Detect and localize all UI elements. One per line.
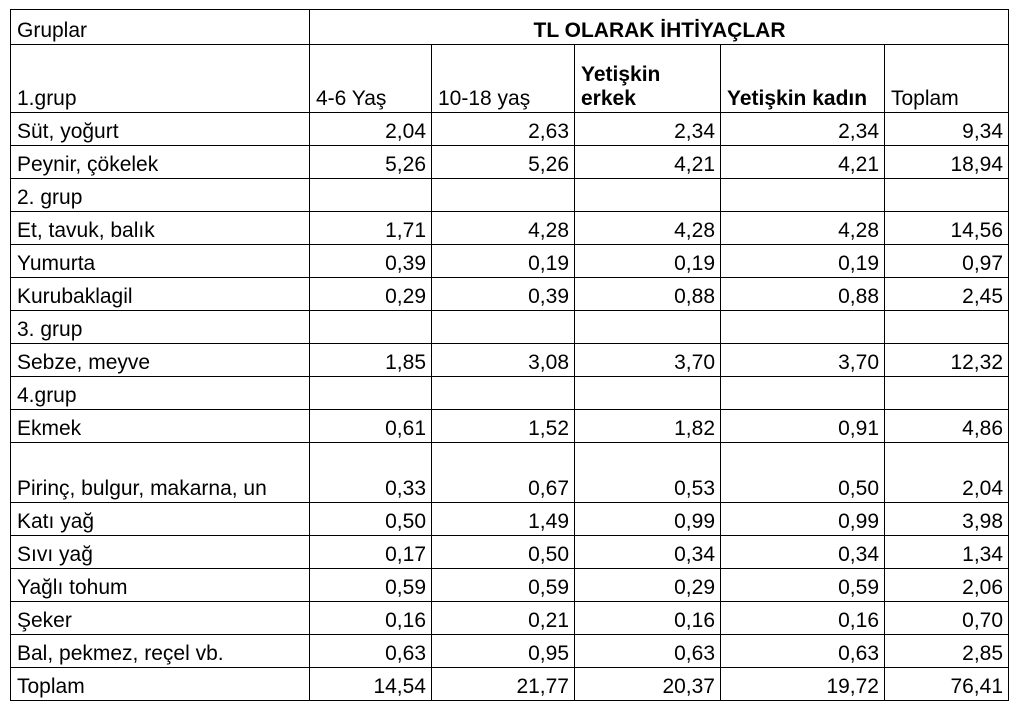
value-cell: 2,45: [885, 278, 1009, 311]
value-cell: 3,08: [432, 344, 575, 377]
value-cell: 2,06: [885, 569, 1009, 602]
table-row: [11, 146, 1009, 179]
value-cell: 1,71: [310, 212, 432, 245]
value-cell: 1,85: [310, 344, 432, 377]
value-cell: 2,63: [432, 113, 575, 146]
table-row: [11, 503, 1009, 536]
value-cell: 4,28: [432, 212, 575, 245]
value-cell: 5,26: [310, 146, 432, 179]
value-cell: 0,16: [575, 602, 721, 635]
value-cell: 0,29: [310, 278, 432, 311]
row-label: Et, tavuk, balık: [11, 212, 310, 245]
row-label: Yumurta: [11, 245, 310, 278]
table-row: [11, 377, 1009, 410]
row-label: Sebze, meyve: [11, 344, 310, 377]
value-cell: 0,50: [310, 503, 432, 536]
value-cell: [575, 311, 721, 344]
value-cell: 76,41: [885, 668, 1009, 701]
value-cell: 18,94: [885, 146, 1009, 179]
value-cell: 2,34: [575, 113, 721, 146]
value-cell: 0,95: [432, 635, 575, 668]
value-cell: 2,04: [310, 113, 432, 146]
value-cell: 3,98: [885, 503, 1009, 536]
table-row: [11, 311, 1009, 344]
row-label: 2. grup: [11, 179, 310, 212]
value-cell: [885, 179, 1009, 212]
row-label: Süt, yoğurt: [11, 113, 310, 146]
value-cell: 0,59: [310, 569, 432, 602]
table-row: [11, 245, 1009, 278]
value-cell: 2,04: [885, 443, 1009, 503]
value-cell: 0,59: [432, 569, 575, 602]
value-cell: 0,91: [721, 410, 885, 443]
value-cell: 2,34: [721, 113, 885, 146]
table-row: [11, 668, 1009, 701]
value-cell: [721, 311, 885, 344]
row-label: Katı yağ: [11, 503, 310, 536]
row-label: Ekmek: [11, 410, 310, 443]
needs-table: [10, 9, 1009, 701]
row-label: Pirinç, bulgur, makarna, un: [11, 443, 310, 503]
table-row: [11, 179, 1009, 212]
value-cell: 20,37: [575, 668, 721, 701]
value-cell: 2,85: [885, 635, 1009, 668]
value-cell: 0,88: [721, 278, 885, 311]
table-title: TL OLARAK İHTİYAÇLAR: [310, 10, 1009, 45]
value-cell: 0,39: [432, 278, 575, 311]
value-cell: 4,21: [575, 146, 721, 179]
value-cell: [432, 311, 575, 344]
value-cell: 4,28: [575, 212, 721, 245]
table-row: [11, 569, 1009, 602]
row-label: Kurubaklagil: [11, 278, 310, 311]
value-cell: 0,50: [432, 536, 575, 569]
col-header-4-6: 4-6 Yaş: [310, 45, 432, 113]
value-cell: 0,53: [575, 443, 721, 503]
row-label: 4.grup: [11, 377, 310, 410]
value-cell: 3,70: [721, 344, 885, 377]
row-label: Şeker: [11, 602, 310, 635]
value-cell: [575, 179, 721, 212]
value-cell: 0,21: [432, 602, 575, 635]
col-header-10-18: 10-18 yaş: [432, 45, 575, 113]
value-cell: [432, 377, 575, 410]
value-cell: 0,63: [721, 635, 885, 668]
value-cell: [575, 377, 721, 410]
value-cell: 14,56: [885, 212, 1009, 245]
value-cell: 0,50: [721, 443, 885, 503]
value-cell: 21,77: [432, 668, 575, 701]
row-label: Yağlı tohum: [11, 569, 310, 602]
value-cell: 0,33: [310, 443, 432, 503]
value-cell: [721, 377, 885, 410]
value-cell: 0,61: [310, 410, 432, 443]
table-row: [11, 278, 1009, 311]
value-cell: 0,16: [721, 602, 885, 635]
table-row: [11, 602, 1009, 635]
table-row: [11, 410, 1009, 443]
row-label: 3. grup: [11, 311, 310, 344]
value-cell: 1,49: [432, 503, 575, 536]
col-header-adult-female: Yetişkin kadın: [721, 45, 885, 113]
value-cell: 9,34: [885, 113, 1009, 146]
groups-header: Gruplar: [11, 10, 310, 45]
title-row: [11, 10, 1009, 45]
value-cell: 1,34: [885, 536, 1009, 569]
row-label: Peynir, çökelek: [11, 146, 310, 179]
value-cell: 4,28: [721, 212, 885, 245]
value-cell: 0,19: [721, 245, 885, 278]
value-cell: 0,70: [885, 602, 1009, 635]
value-cell: 0,39: [310, 245, 432, 278]
value-cell: 0,19: [432, 245, 575, 278]
value-cell: 0,88: [575, 278, 721, 311]
value-cell: 1,82: [575, 410, 721, 443]
value-cell: [310, 377, 432, 410]
value-cell: 1,52: [432, 410, 575, 443]
col-header-total: Toplam: [885, 45, 1009, 113]
value-cell: 0,34: [721, 536, 885, 569]
value-cell: 0,29: [575, 569, 721, 602]
value-cell: 0,59: [721, 569, 885, 602]
value-cell: 14,54: [310, 668, 432, 701]
value-cell: 0,34: [575, 536, 721, 569]
value-cell: [721, 179, 885, 212]
row-label: Toplam: [11, 668, 310, 701]
value-cell: [310, 179, 432, 212]
value-cell: 4,21: [721, 146, 885, 179]
value-cell: 0,67: [432, 443, 575, 503]
row-label: Bal, pekmez, reçel vb.: [11, 635, 310, 668]
value-cell: [885, 311, 1009, 344]
value-cell: 0,19: [575, 245, 721, 278]
column-header-row: [11, 45, 1009, 113]
value-cell: 12,32: [885, 344, 1009, 377]
table-row: [11, 536, 1009, 569]
table-row: [11, 443, 1009, 503]
value-cell: 0,99: [721, 503, 885, 536]
value-cell: 0,99: [575, 503, 721, 536]
table-row: [11, 113, 1009, 146]
table-row: [11, 212, 1009, 245]
row-label: Sıvı yağ: [11, 536, 310, 569]
col-header-adult-male: Yetişkin erkek: [575, 45, 721, 113]
value-cell: [310, 311, 432, 344]
value-cell: 0,16: [310, 602, 432, 635]
value-cell: [432, 179, 575, 212]
value-cell: 0,63: [310, 635, 432, 668]
value-cell: 4,86: [885, 410, 1009, 443]
value-cell: 0,97: [885, 245, 1009, 278]
first-group-label: 1.grup: [11, 45, 310, 113]
value-cell: [885, 377, 1009, 410]
value-cell: 3,70: [575, 344, 721, 377]
value-cell: 19,72: [721, 668, 885, 701]
value-cell: 0,63: [575, 635, 721, 668]
value-cell: 5,26: [432, 146, 575, 179]
table-row: [11, 344, 1009, 377]
table-row: [11, 635, 1009, 668]
value-cell: 0,17: [310, 536, 432, 569]
